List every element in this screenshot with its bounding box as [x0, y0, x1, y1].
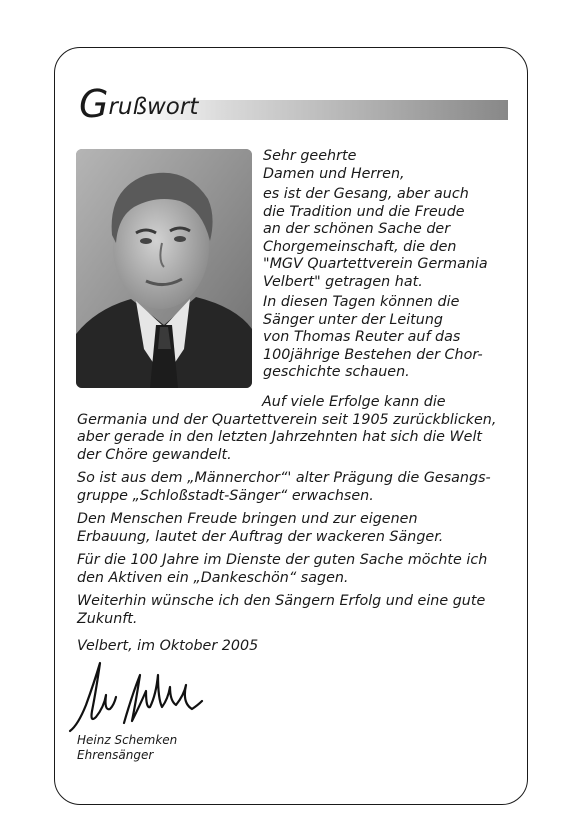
- signer-name: Heinz Schemken: [77, 733, 178, 747]
- letter-intro-column: Sehr geehrte Damen und Herren, es ist der Gesang, aber auch die Tradition und die Freude an der schönen Sache der Chorgemeinschaft, die den "MGV Quartettverein Germania Velbert" getragen hat. In diesen Tagen können die Sänger unter der Leitung von Thomas Reuter auf das 100jährige Bestehen der Chor- geschichte schauen.: [263, 148, 488, 380]
- heading: [79, 82, 508, 126]
- signer-role: Ehrensänger: [77, 748, 154, 762]
- portrait-photo: [76, 149, 252, 388]
- page-title: Grußwort: [79, 82, 199, 126]
- place-date: Velbert, im Oktober 2005: [77, 638, 259, 654]
- signature: [66, 655, 216, 735]
- letter-body: Auf viele Erfolge kann die Germania und der Quartettverein seit 1905 zurückblicken, aber gerade in den letzten Jahrzehnten hat sich die Welt der Chöre gewandelt. So ist aus dem „Männerchor“' alter Prägung die Gesangs- gruppe „Schloßstadt-Sänger“ erwachsen. Den Menschen Freude bringen und zur eigenen Erbauung, lautet der Auftrag der wackeren Sänger. Für die 100 Jahre im Dienste der guten Sache möchte ich den Aktiven ein „Dankeschön“ sagen. Weiterhin wünsche ich den Sängern Erfolg und eine gute Zukunft. Velbert, im Oktober 2005: [77, 394, 517, 656]
